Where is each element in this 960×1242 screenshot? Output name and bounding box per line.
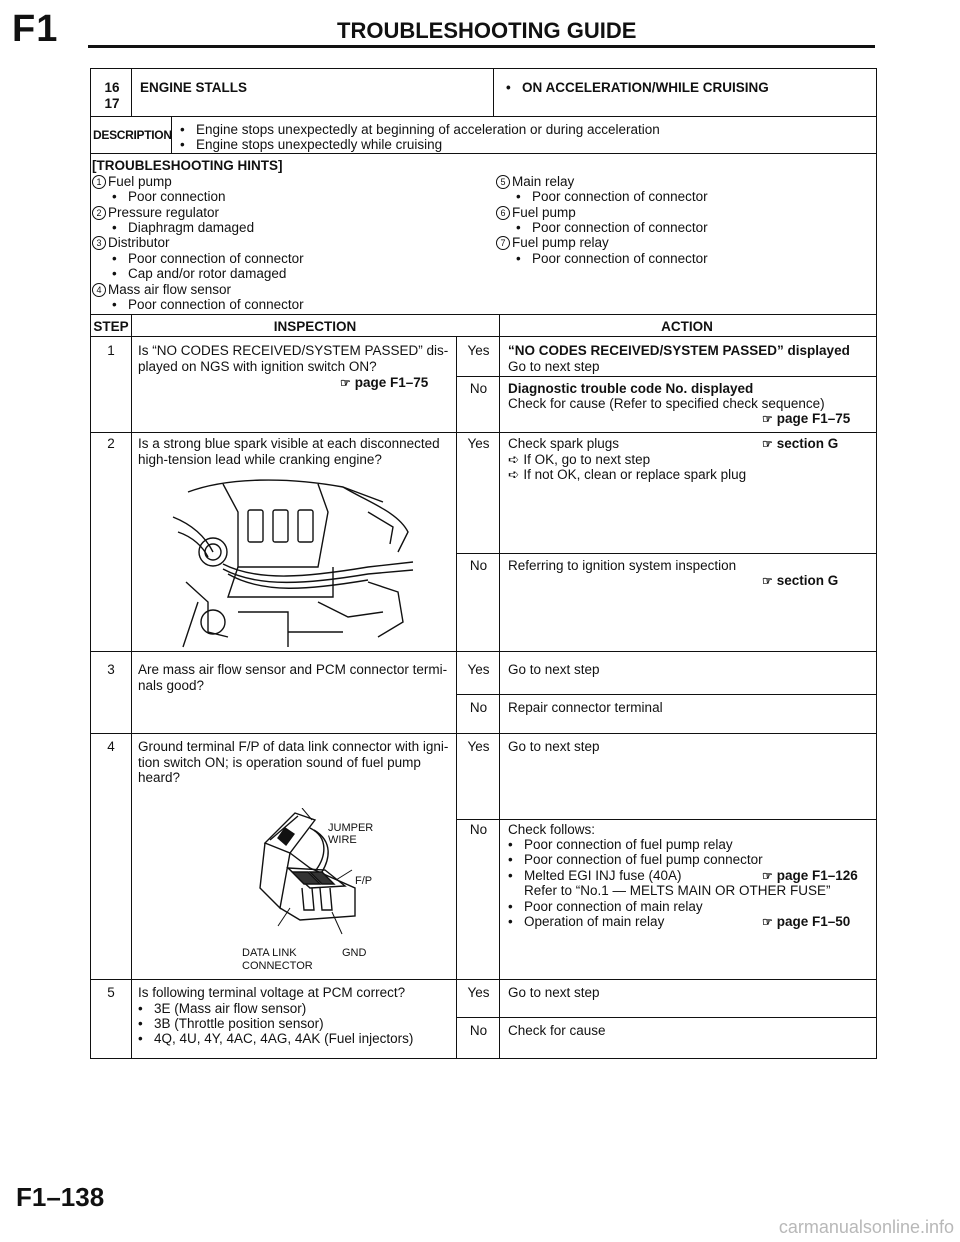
figure-label-gnd: GND xyxy=(342,947,367,959)
arrow-icon: ➪ xyxy=(508,467,520,482)
no-action-item: • Poor connection of fuel pump connector xyxy=(508,852,763,867)
hint-item: 2 Pressure regulator xyxy=(92,205,219,221)
step-inspection: Is a strong blue spark visible at each disconnected xyxy=(138,436,440,451)
yes-action: Go to next step xyxy=(508,662,600,677)
page-reference[interactable]: ☞ page F1–75 xyxy=(762,411,851,426)
step-number: 4 xyxy=(107,739,115,754)
page-title: TROUBLESHOOTING GUIDE xyxy=(337,18,637,43)
column-header-action: ACTION xyxy=(661,319,713,334)
yes-action: Go to next step xyxy=(508,985,600,1000)
yes-label: Yes xyxy=(467,739,490,754)
rule-step-4 xyxy=(91,979,876,980)
step-inspection-item: • 3B (Throttle position sensor) xyxy=(138,1016,324,1031)
column-header-step: STEP xyxy=(93,319,129,334)
hint-item: 5 Main relay xyxy=(496,174,574,190)
symptom-condition: • ON ACCELERATION/WHILE CRUISING xyxy=(506,80,769,95)
rule-description xyxy=(91,153,876,154)
step-inspection: heard? xyxy=(138,770,181,785)
header-rule xyxy=(88,45,875,48)
rule-s5-yesno xyxy=(456,1017,876,1018)
hint-cause: • Poor connection of connector xyxy=(112,251,304,266)
yes-action: Check spark plugs xyxy=(508,436,620,451)
hint-item: 6 Fuel pump xyxy=(496,205,576,221)
step-inspection: Are mass air flow sensor and PCM connector termi- xyxy=(138,662,448,677)
rule-step-1 xyxy=(91,432,876,433)
vrule-symptom-condition xyxy=(493,69,494,116)
yes-label: Yes xyxy=(467,662,490,677)
step-inspection-item: • 4Q, 4U, 4Y, 4AC, 4AG, 4AK (Fuel injectors) xyxy=(138,1031,414,1046)
rule-hints xyxy=(91,314,876,315)
step-inspection-item: • 3E (Mass air flow sensor) xyxy=(138,1001,307,1016)
no-action-note: Refer to “No.1 — MELTS MAIN OR OTHER FUSE” xyxy=(524,883,831,898)
hint-cause: • Diaphragm damaged xyxy=(112,220,255,235)
yes-action: Go to next step xyxy=(508,739,600,754)
engine-spark-illustration xyxy=(168,472,418,652)
yes-label: Yes xyxy=(467,436,490,451)
step-number: 5 xyxy=(107,985,115,1000)
no-label: No xyxy=(469,558,488,573)
hint-item: 1 Fuel pump xyxy=(92,174,172,190)
step-number: 2 xyxy=(107,436,115,451)
figure-label-dlc: DATA LINK xyxy=(242,947,297,959)
hint-cause: • Poor connection xyxy=(112,189,226,204)
symptom-condition-text: ON ACCELERATION/WHILE CRUISING xyxy=(522,80,769,95)
yes-label: Yes xyxy=(467,343,490,358)
rule-s1-yesno xyxy=(456,376,876,377)
hint-cause: • Cap and/or rotor damaged xyxy=(112,266,287,281)
description-item: • Engine stops unexpectedly while cruising xyxy=(180,137,443,152)
symptom-title: ENGINE STALLS xyxy=(140,80,248,95)
arrow-icon: ➪ xyxy=(508,452,520,467)
section-reference[interactable]: ☞ section G xyxy=(762,573,839,588)
hint-item: 4 Mass air flow sensor xyxy=(92,282,231,298)
no-action-item: • Melted EGI INJ fuse (40A) xyxy=(508,868,682,883)
hint-item: 7 Fuel pump relay xyxy=(496,235,609,251)
step-inspection: Ground terminal F/P of data link connector with igni- xyxy=(138,739,449,754)
symptom-number: 16 xyxy=(104,80,120,95)
vrule-symptom-no xyxy=(131,69,132,116)
symptom-number: 17 xyxy=(104,96,120,111)
yes-action: Go to next step xyxy=(508,359,600,374)
no-label: No xyxy=(469,381,488,396)
no-label: No xyxy=(469,1023,488,1038)
no-action: Diagnostic trouble code No. displayed xyxy=(508,381,754,396)
step-inspection: played on NGS with ignition switch ON? xyxy=(138,359,377,374)
hint-cause: • Poor connection of connector xyxy=(516,189,708,204)
yes-substep: ➪ If OK, go to next step xyxy=(508,452,651,467)
step-number: 3 xyxy=(107,662,115,677)
no-action-item: • Poor connection of fuel pump relay xyxy=(508,837,733,852)
no-label: No xyxy=(469,822,488,837)
no-action-item: • Poor connection of main relay xyxy=(508,899,703,914)
figure-label-jumper: JUMPER xyxy=(328,822,374,834)
rule-s4-yesno xyxy=(456,819,876,820)
yes-label: Yes xyxy=(467,985,490,1000)
step-inspection: Is following terminal voltage at PCM correct? xyxy=(138,985,406,1000)
yes-action: “NO CODES RECEIVED/SYSTEM PASSED” displayed xyxy=(508,343,850,358)
hint-cause: • Poor connection of connector xyxy=(112,297,304,312)
no-action-item: • Operation of main relay xyxy=(508,914,665,929)
column-header-inspection: INSPECTION xyxy=(273,319,357,334)
hint-cause: • Poor connection of connector xyxy=(516,220,708,235)
rule-table-header xyxy=(91,336,876,337)
hint-item: 3 Distributor xyxy=(92,235,170,251)
step-inspection: nals good? xyxy=(138,678,205,693)
page-number: F1–138 xyxy=(16,1182,105,1212)
no-action: Repair connector terminal xyxy=(508,700,663,715)
rule-s2-yesno xyxy=(456,553,876,554)
step-inspection: Is “NO CODES RECEIVED/SYSTEM PASSED” dis- xyxy=(138,343,449,358)
rule-s3-yesno xyxy=(456,694,876,695)
vrule-step xyxy=(131,314,132,1058)
figure-label-dlc: CONNECTOR xyxy=(242,960,313,972)
figure-label-fp: F/P xyxy=(355,875,373,887)
no-label: No xyxy=(469,700,488,715)
hints-title: [TROUBLESHOOTING HINTS] xyxy=(92,158,283,173)
section-reference[interactable]: ☞ section G xyxy=(762,436,839,451)
step-number: 1 xyxy=(107,343,115,358)
rule-step-3 xyxy=(91,733,876,734)
hint-cause: • Poor connection of connector xyxy=(516,251,708,266)
figure-label-jumper: WIRE xyxy=(328,834,357,846)
page-reference[interactable]: ☞ page F1–75 xyxy=(340,375,429,390)
description-item: • Engine stops unexpectedly at beginning of acceleration or during acceleration xyxy=(180,122,660,137)
no-action: Referring to ignition system inspection xyxy=(508,558,737,573)
page-reference[interactable]: ☞ page F1–126 xyxy=(762,868,858,883)
watermark: carmanualsonline.info xyxy=(778,1217,954,1237)
step-inspection: high-tension lead while cranking engine? xyxy=(138,452,382,467)
no-action: Check for cause (Refer to specified check sequence) xyxy=(508,396,825,411)
no-action: Check for cause xyxy=(508,1023,606,1038)
page-reference[interactable]: ☞ page F1–50 xyxy=(762,914,851,929)
yes-substep: ➪ If not OK, clean or replace spark plug xyxy=(508,467,747,482)
section-code: F1 xyxy=(12,8,59,50)
no-action-title: Check follows: xyxy=(508,822,596,837)
description-label: DESCRIPTION xyxy=(93,128,172,142)
step-inspection: tion switch ON; is operation sound of fuel pump xyxy=(138,755,421,770)
rule-symptom xyxy=(91,116,876,117)
